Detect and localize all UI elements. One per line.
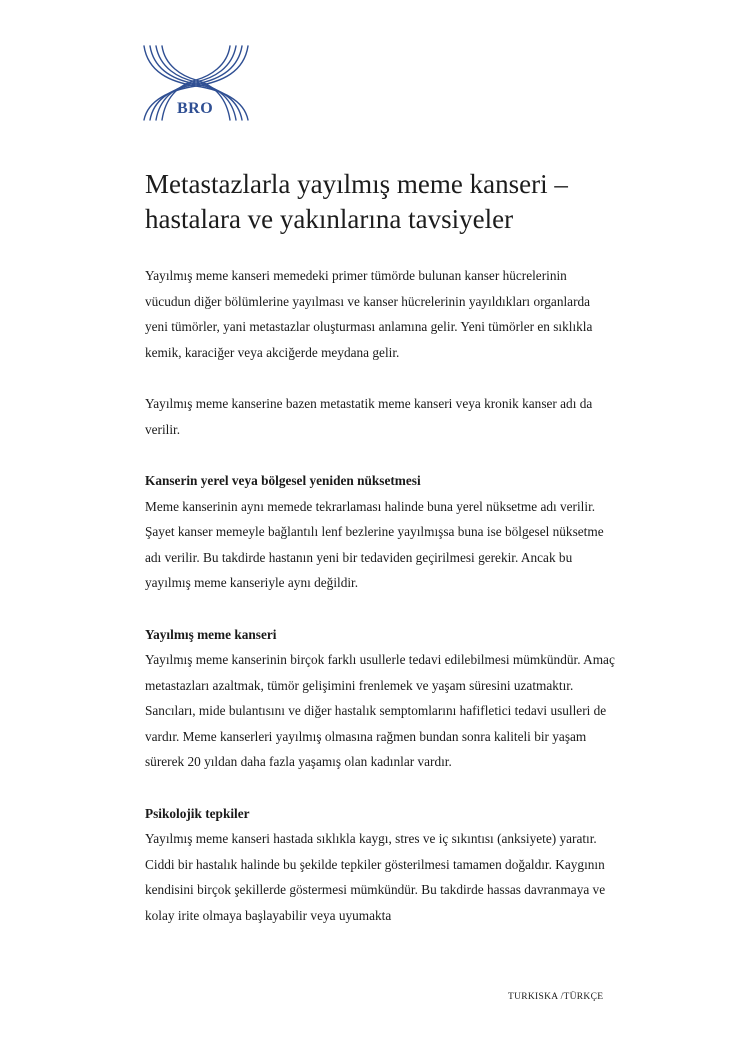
bro-logo — [140, 42, 252, 124]
section-heading: Kanserin yerel veya bölgesel yeniden nüksetmesi — [145, 473, 421, 488]
section-heading: Yayılmış meme kanseri — [145, 626, 277, 642]
section-spread-cancer — [145, 622, 615, 775]
section-paragraph: Yayılmış meme kanserinin birçok farklı usullerle tedavi edilebilmesi mümkündür. Amaç metastazları azaltmak, tümör gelişimini frenlemek ve yaşam süresini uzatmaktır. Sancıları, mide bulantısını ve diğer hastalık semptomlarını hafifletici tedavi usulleri de vardır. Meme kanserleri yayılmış olmasına rağmen bundan sonra kaliteli bir yaşam sürerek 20 yıldan daha fazla yaşamış olan kadınlar vardır. — [145, 652, 615, 769]
document-body — [145, 167, 615, 954]
section-local-recurrence — [145, 468, 615, 596]
section-heading: Psikolojik tepkiler — [145, 805, 250, 821]
page-title: Metastazlarla yayılmış meme kanseri – hastalara ve yakınlarına tavsiyeler — [145, 169, 568, 234]
section-paragraph: Meme kanserinin aynı memede tekrarlaması halinde buna yerel nüksetme adı verilir. Şayet kanser memeyle bağlantılı lenf bezlerine yayılmışsa buna ise bölgesel nüksetme adı verilir. Bu takdirde hastanın yeni bir tedaviden geçirilmesi gerekir. Ancak bu yayılmış meme kanseriyle aynı değildir. — [145, 498, 604, 590]
section-psychological — [145, 801, 615, 929]
intro-paragraph-1: Yayılmış meme kanseri memedeki primer tümörde bulunan kanser hücrelerinin vücudun diğer bölümlerine yayılması ve kanser hücrelerinin yayıldıkları organlarda yeni tümörler, yani metastazlar oluşturması anlamına gelir. Yeni tümörler en sıklıkla kemik, karaciğer veya akciğerde meydana gelir. — [145, 268, 593, 360]
language-footer: TURKISKA /TÜRKÇE — [508, 992, 604, 1002]
section-paragraph: Yayılmış meme kanseri hastada sıklıkla kaygı, stres ve iç sıkıntısı (anksiyete) yaratır. Ciddi bir hastalık halinde bu şekilde tepkiler gösterilmesi tamamen doğaldır. Kaygının kendisini birçok şekillerde göstermesi mümkündür. Bu takdirde hassas davranmaya ve kolay irite olmaya başlayabilir veya uyumakta — [145, 831, 606, 923]
intro-paragraph-2: Yayılmış meme kanserine bazen metastatik meme kanseri veya kronik kanser adı da verilir. — [145, 396, 593, 437]
logo-text: BRO — [177, 100, 214, 117]
